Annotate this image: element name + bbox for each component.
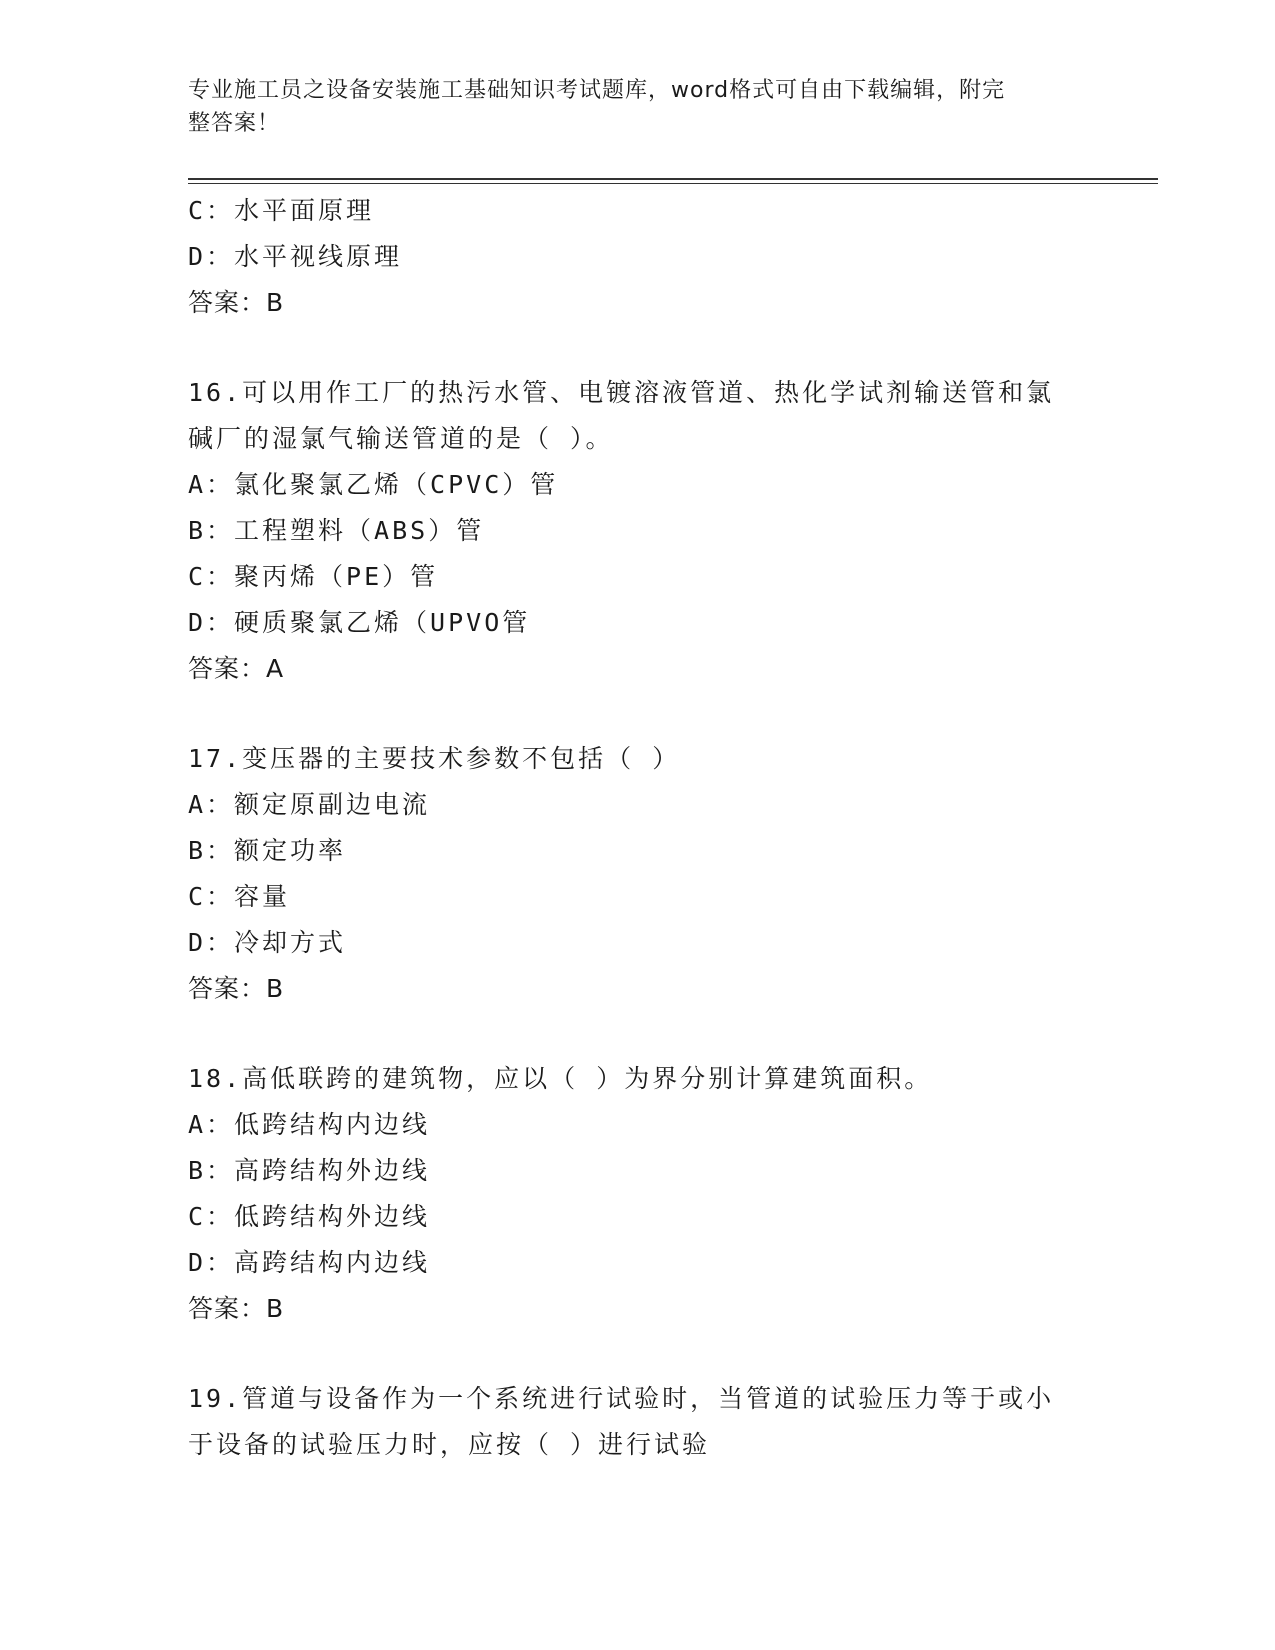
question-stem: 于设备的试验压力时，应按（ ）进行试验 <box>188 1430 711 1459</box>
option-b: B：高跨结构外边线 <box>188 1156 431 1185</box>
answer-line: 答案：B <box>188 288 285 317</box>
option-a: A：低跨结构内边线 <box>188 1110 431 1139</box>
option-c: C：容量 <box>188 882 291 911</box>
header-title-line-1: 专业施工员之设备安装施工基础知识考试题库，word格式可自由下载编辑，附完 <box>188 78 1006 103</box>
option-c: C：低跨结构外边线 <box>188 1202 431 1231</box>
page-header <box>188 74 1068 140</box>
previous-question-fragment <box>188 188 1088 326</box>
option-d: D：水平视线原理 <box>188 242 403 271</box>
question-16 <box>188 370 1088 692</box>
header-divider <box>188 178 1158 180</box>
question-stem: 碱厂的湿氯气输送管道的是（ ）。 <box>188 424 614 453</box>
question-list <box>188 188 1088 1468</box>
question-18 <box>188 1056 1088 1332</box>
question-stem: 18.高低联跨的建筑物，应以（ ）为界分别计算建筑面积。 <box>188 1064 933 1093</box>
option-d: D：硬质聚氯乙烯（UPVO管 <box>188 608 531 637</box>
option-c: C：聚丙烯（PE）管 <box>188 562 439 591</box>
option-a: A：氯化聚氯乙烯（CPVC）管 <box>188 470 559 499</box>
header-divider-thin <box>188 183 1158 184</box>
header-title-line-2: 整答案！ <box>188 111 281 136</box>
option-c: C：水平面原理 <box>188 196 375 225</box>
question-stem: 17.变压器的主要技术参数不包括（ ） <box>188 744 681 773</box>
question-17 <box>188 736 1088 1012</box>
answer-line: 答案：B <box>188 974 285 1003</box>
option-a: A：额定原副边电流 <box>188 790 431 819</box>
answer-line: 答案：B <box>188 1294 285 1323</box>
answer-line: 答案：A <box>188 654 285 683</box>
question-stem: 16.可以用作工厂的热污水管、电镀溶液管道、热化学试剂输送管和氯 <box>188 378 1055 407</box>
option-d: D：冷却方式 <box>188 928 347 957</box>
option-b: B：工程塑料（ABS）管 <box>188 516 485 545</box>
question-19 <box>188 1376 1088 1468</box>
option-d: D：高跨结构内边线 <box>188 1248 431 1277</box>
question-stem: 19.管道与设备作为一个系统进行试验时，当管道的试验压力等于或小 <box>188 1384 1055 1413</box>
option-b: B：额定功率 <box>188 836 347 865</box>
